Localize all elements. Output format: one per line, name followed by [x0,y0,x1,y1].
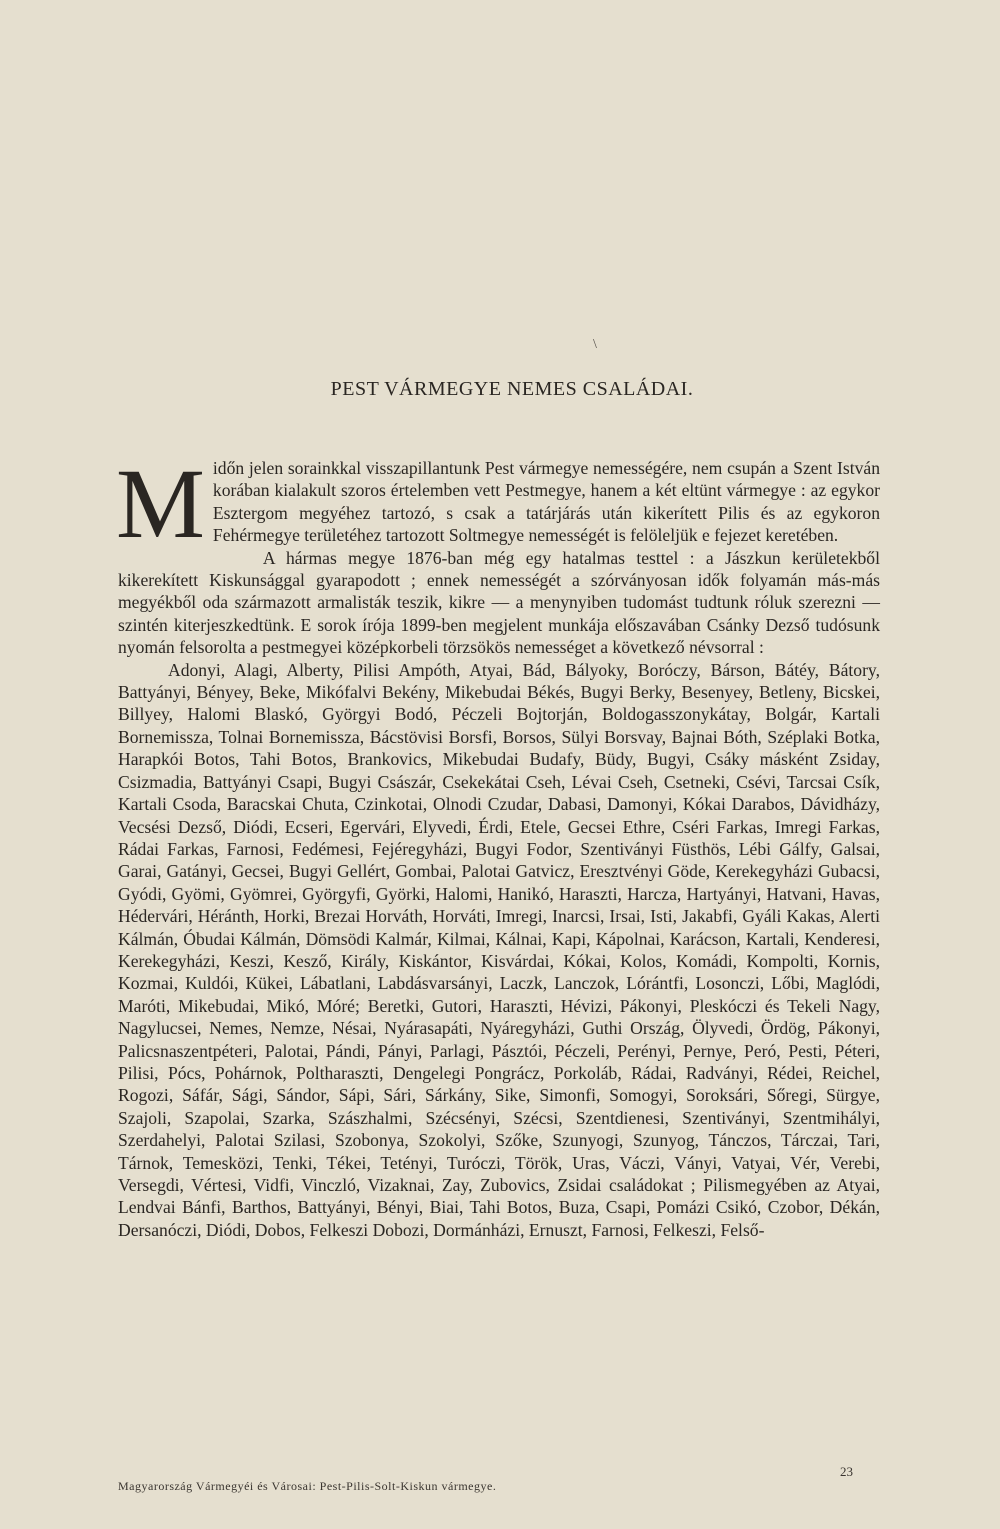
stray-mark: \ [593,337,597,352]
page-footer: Magyarország Vármegyéi és Városai: Pest-Pilis-Solt-Kiskun vármegye. [118,1479,497,1493]
body-text [116,448,880,1241]
drop-cap: M [116,448,205,559]
paragraph-3: Adonyi, Alagi, Alberty, Pilisi Ampóth, Atyai, Bád, Bályoky, Boróczy, Bárson, Bátéy, Bátory, Battyányi, Bényey, Beke, Mikófalvi Bekény, Mikebudai Békés, Bugyi Berky, Besenyey, Betleny, Bicskei, Billyey, Halomi Blaskó, Györgyi Bodó, Péczeli Bojtorján, Boldogasszonykátay, Bolgár, Kartali Bornemissza, Tolnai Bornemissza, Bácstövisi Borsfi, Borsos, Sülyi Borsvay, Bajnai Bóth, Széplaki Botka, Harapkói Botos, Tahi Botos, Brankovics, Mikebudai Budafy, Büdy, Bugyi, Csáky másként Zsiday, Csizmadia, Battyányi Csapi, Bugyi Császár, Csekekátai Cseh, Lévai Cseh, Csetneki, Csévi, Tarcsai Csík, Kartali Csoda, Baracskai Chuta, Czinkotai, Olnodi Czudar, Dabasi, Damonyi, Kókai Darabos, Dávidházy, Vecsési Dezső, Diódi, Ecseri, Egervári, Elyvedi, Érdi, Etele, Gecsei Ethre, Cséri Farkas, Imregi Farkas, Rádai Farkas, Farnosi, Fedémesi, Fejéregyházi, Bugyi Fodor, Szentiványi Füsthös, Lébi Gálfy, Galsai, Garai, Gatányi, Gecsei, Bugyi Gellért, Gombai, Palotai Gatvicz, Eresztvényi Göde, Kerekegyházi Gubacsi, Gyódi, Gyömi, Gyömrei, Györgyfi, Györki, Halomi, Hanikó, Haraszti, Harcza, Hartyányi, Hatvani, Havas, Hédervári, Héránth, Horki, Brezai Horváth, Horváti, Imregi, Inarcsi, Irsai, Isti, Jakabfi, Gyáli Kakas, Alerti Kálmán, Óbudai Kálmán, Dömsödi Kalmár, Kilmai, Kálnai, Kapi, Kápolnai, Karácson, Kartali, Kenderesi, Kerekegyházi, Keszi, Kesző, Király, Kiskántor, Kisvárdai, Kókai, Kolos, Komádi, Kompolti, Kornis, Kozmai, Kuldói, Kükei, Lábatlani, Labdásvarsányi, Laczk, Lanczok, Lórántfi, Losonczi, Lőbi, Maglódi, Maróti, Mikebudai, Mikó, Móré; Beretki, Gutori, Haraszti, Hévizi, Pákonyi, Pleskóczi és Tekeli Nagy, Nagylucsei, Nemes, Nemze, Nésai, Nyárasapáti, Nyáregyházi, Guthi Ország, Ölyvedi, Ördög, Pákonyi, Palicsnaszentpéteri, Palotai, Pándi, Pányi, Parlagi, Pásztói, Péczeli, Perényi, Pernye, Peró, Pesti, Péteri, Pilisi, Pócs, Pohárnok, Poltharaszti, Dengelegi Pongrácz, Porkoláb, Rádai, Radványi, Rédei, Reichel, Rogozi, Sáfár, Sági, Sándor, Sápi, Sári, Sárkány, Sike, Simonfi, Somogyi, Soroksári, Sőregi, Sürgye, Szajoli, Szapolai, Szarka, Szászhalmi, Szécsényi, Szécsi, Szentdienesi, Szentiványi, Szentmihályi, Szerdahelyi, Palotai Szilasi, Szobonya, Szokolyi, Szőke, Szunyogi, Szunyog, Tánczos, Tárczai, Tari, Tárnok, Temesközi, Tenki, Tékei, Tetényi, Turóczi, Török, Uras, Váczi, Ványi, Vatyai, Vér, Verebi, Versegdi, Vértesi, Vidfi, Vinczló, Vizaknai, Zay, Zubovics, Zsidai családokat ; Pilismegyében az Atyai, Lendvai Bánfi, Barthos, Battyányi, Bényi, Biai, Tahi Botos, Buza, Csapi, Pomázi Csikó, Czobor, Dékán, Dersanóczi, Diódi, Dobos, Felkeszi Dobozi, Dormánházi, Ernuszt, Farnosi, Felkeszi, Felső- [118,659,880,1240]
page-number: 23 [840,1464,853,1479]
intro-text: időn jelen sorainkkal visszapillantunk Pest vármegye nemességére, nem csupán a Szent István korában kialakult szoros értelemben vett Pestmegye, hanem a két eltünt vármegye : az egykor Esztergom megyéhez tartozó, s csak a tatárjárás után kikerített Pilis és az egykoron Fehérmegye területéhez tartozott Soltmegye nemességét is felöleljük e fejezet keretében. [212,458,880,546]
intro-paragraph [116,448,880,559]
page-title: PEST VÁRMEGYE NEMES CSALÁDAI. [330,378,694,400]
paragraph-2: A hármas megye 1876-ban még egy hatalmas testtel : a Jászkun kerületekből kikerekített Kiskunsággal gyarapodott ; ennek nemességét a szórványosan idők folyamán más-más megyékből oda származott armalisták teszik, kikre — a menynyiben tudomást tudtunk róluk szerezni — szintén kiterjeszkedtünk. E sorok írója 1899-ben megjelent munkája előszavában Csánky Dezső tudósunk nyomán felsorolta a pestmegyei középkorbeli törzsökös nemességet a következő névsorral : [118,547,880,658]
